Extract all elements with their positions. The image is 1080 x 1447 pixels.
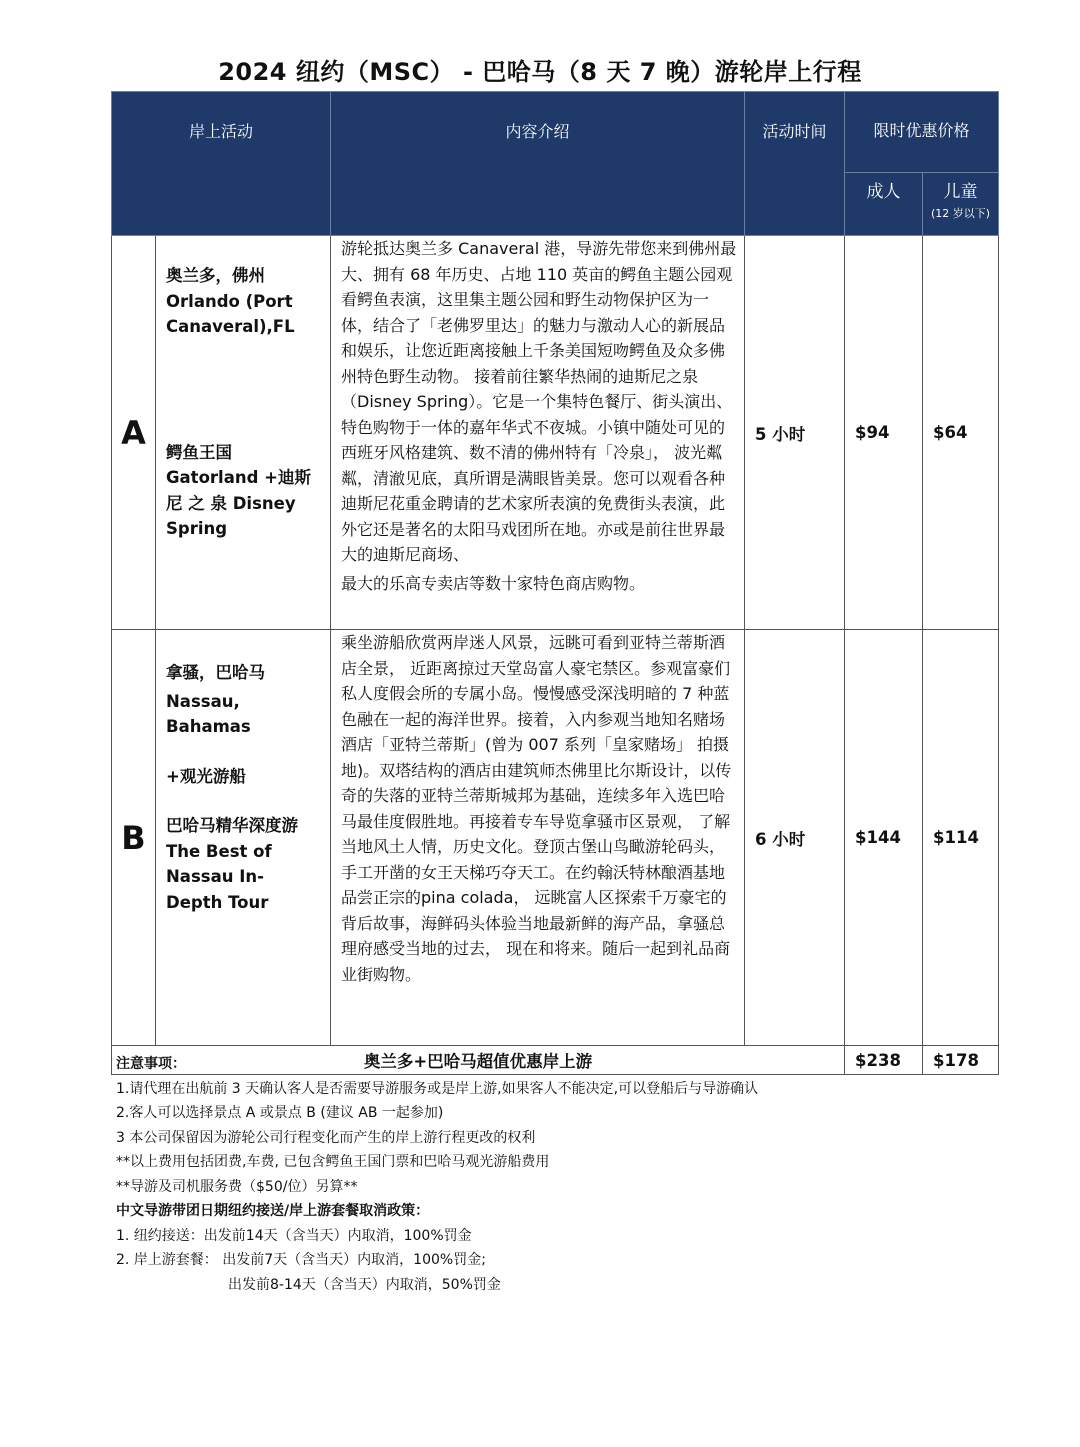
row-letter: A — [112, 236, 156, 630]
header-content: 内容介绍 — [331, 92, 745, 236]
activity-cell — [156, 630, 331, 1046]
note-item: **以上费用包括团费,车费, 已包含鳄鱼王国门票和巴哈马观光游船费用 — [116, 1154, 550, 1170]
policy-item: 2. 岸上游套餐： 出发前7天（含当天）内取消，100%罚金; — [116, 1252, 486, 1268]
place-cn: 奥兰多，佛州 — [166, 266, 265, 285]
adult-price: $94 — [845, 236, 923, 630]
header-activity: 岸上活动 — [112, 92, 331, 236]
tour-cn: 巴哈马精华深度游 — [166, 816, 298, 835]
description-text: 乘坐游船欣赏两岸迷人风景，远眺可看到亚特兰蒂斯酒店全景， 近距离掠过天堂岛富人豪宅禁区。参观富豪们私人度假会所的专属小岛。慢慢感受深浅明暗的 7 种蓝色融在一起的海洋世界。接着，入内参观当地知名赌场酒店「亚特兰蒂斯」(曾为 007 系列「皇家赌场」 拍摄地)。双塔结构的酒店由建筑师杰佛里比尔斯设计，以传奇的失落的亚特兰蒂斯城邦为基础，连续多年入选巴哈马最佳度假胜地。再接着专车导览拿骚市区景观， 了解当地风土人情，历史文化。登顶古堡山鸟瞰游轮码头，手工开凿的女王天梯巧夺天工。在约翰沃特林酿酒基地品尝正宗的pina colada， 远眺富人区探索千万豪宅的背后故事，海鲜码头体验当地最新鲜的海产品，拿骚总理府感受当地的过去， 现在和将来。随后一起到礼品商业街购物。 — [341, 633, 732, 984]
header-duration: 活动时间 — [745, 92, 845, 236]
child-price: $64 — [923, 236, 999, 630]
tour-cn: 鳄鱼王国 — [166, 442, 232, 462]
header-adult — [845, 173, 923, 236]
notes-section — [116, 1052, 1016, 1297]
duration-cell: 6 小时 — [745, 630, 845, 1046]
page-title: 2024 纽约（MSC） - 巴哈马（8 天 7 晚）游轮岸上行程 — [218, 58, 862, 86]
description-text: 游轮抵达奥兰多 Canaveral 港，导游先带您来到佛州最大、拥有 68 年历史、占地 110 英亩的鳄鱼主题公园观看鳄鱼表演，这里集主题公园和野生动物保护区为一体，结合了「老佛罗里达」的魅力与激动人心的新展品和娱乐，让您近距离接触上千条美国短吻鳄鱼及众多佛州特色野生动物。 接着前往繁华热闹的迪斯尼之泉（Disney Spring）。它是一个集特色餐厅、街头演出、特色购物于一体的嘉年华式不夜城。小镇中随处可见的西班牙风格建筑、数不清的佛州特有「冷泉」， 波光粼粼，清澈见底，真所谓是满眼皆美景。您可以观看各种迪斯尼花重金聘请的艺术家所表演的免费街头表演，此外它还是著名的太阳马戏团所在地。亦或是前往世界最大的迪斯尼商场、 — [341, 239, 737, 564]
total-child-price: $178 — [923, 1046, 999, 1075]
header-child — [923, 173, 999, 236]
place-en: Nassau, Bahamas — [166, 691, 251, 736]
policy-item: 出发前8-14天（含当天）内取消，50%罚金 — [228, 1276, 501, 1293]
child-label: 儿童 — [943, 182, 978, 202]
total-adult-price: $238 — [845, 1046, 923, 1075]
policy-item: 1. 纽约接送：出发前14天（含当天）内取消，100%罚金 — [116, 1227, 472, 1244]
activity-cell — [156, 236, 331, 630]
extra-option: +观光游船 — [166, 766, 246, 786]
table-row — [112, 630, 999, 1046]
description-cell — [331, 630, 745, 1046]
child-price: $114 — [923, 630, 999, 1046]
table-row — [112, 236, 999, 630]
tour-en: The Best of Nassau In-Depth Tour — [166, 841, 272, 912]
note-item: 1.请代理在出航前 3 天确认客人是否需要导游服务或是岸上游,如果客人不能决定,可以登船后与导游确认 — [116, 1080, 759, 1097]
tour-en: Gatorland +迪斯尼 之 泉 Disney Spring — [166, 468, 311, 538]
description-text-end: 最大的乐高专卖店等数十家特色商店购物。 — [341, 573, 646, 593]
duration-cell: 5 小时 — [745, 236, 845, 630]
description-cell — [331, 236, 745, 630]
note-item: 2.客人可以选择景点 A 或景点 B (建议 AB 一起参加) — [116, 1105, 444, 1121]
place-en: Orlando (Port Canaveral),FL — [166, 291, 295, 336]
header-price: 限时优惠价格 — [845, 92, 999, 173]
row-letter: B — [112, 630, 156, 1046]
child-age-note: (12 岁以下) — [930, 207, 991, 220]
place-cn: 拿骚，巴哈马 — [166, 663, 265, 682]
adult-price: $144 — [845, 630, 923, 1046]
total-label: 奥兰多+巴哈马超值优惠岸上游 — [112, 1046, 845, 1075]
note-item: 3 本公司保留因为游轮公司行程变化而产生的岸上游行程更改的权利 — [116, 1129, 536, 1146]
notes-heading: 注意事项： — [116, 1056, 186, 1072]
adult-label: 成人 — [866, 182, 901, 202]
policy-heading: 中文导游带团日期纽约接送/岸上游套餐取消政策： — [116, 1203, 430, 1219]
note-item: **导游及司机服务费（$50/位）另算** — [116, 1178, 358, 1195]
itinerary-table — [111, 91, 999, 1075]
